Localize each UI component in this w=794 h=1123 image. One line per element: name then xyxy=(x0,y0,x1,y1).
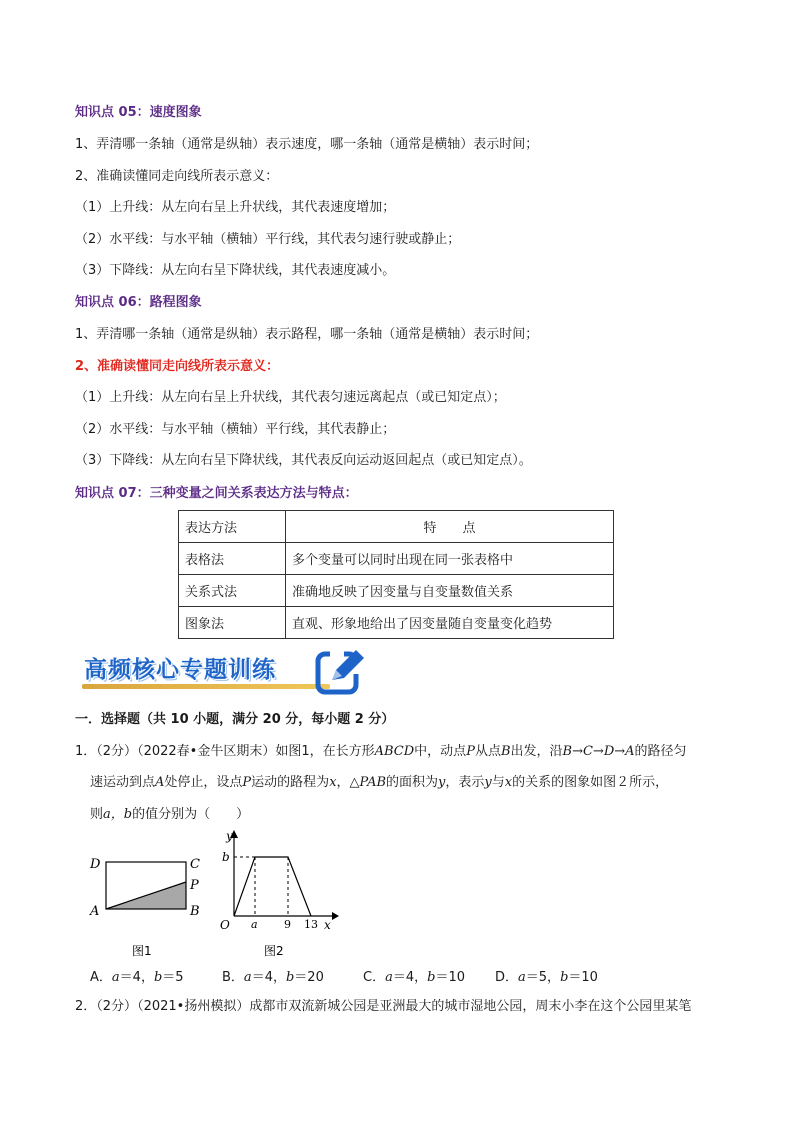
question-text: 速运动到点 xyxy=(90,775,156,790)
kp07-title: 知识点 07：三种变量之间关系表达方法与特点： xyxy=(75,486,358,501)
choice-value: ＝5 xyxy=(162,970,184,985)
math-var: P xyxy=(242,775,252,790)
tick-label-a: a xyxy=(251,918,258,931)
kp06-title: 知识点 06：路程图象 xyxy=(75,295,202,310)
choice-value: ＝5， xyxy=(525,970,561,985)
math-var: b xyxy=(285,970,295,985)
table-row xyxy=(179,543,614,575)
table-header-cell: 特 点 xyxy=(286,511,614,543)
table-header-row xyxy=(179,511,614,543)
kp05-line-3: （1）上升线：从左向右呈上升状线，其代表速度增加； xyxy=(75,200,396,215)
question-text: 的关系的图象如图２所示， xyxy=(512,775,669,790)
question-source: （2021•扬州模拟） xyxy=(137,999,250,1014)
question-number: 2． xyxy=(75,999,97,1014)
math-var: ABCD xyxy=(374,744,415,759)
table-cell: 多个变量可以同时出现在同一张表格中 xyxy=(286,543,614,575)
x-axis-arrow xyxy=(332,912,339,920)
math-var: a xyxy=(243,970,252,985)
section-banner xyxy=(82,646,364,698)
choice-b[interactable] xyxy=(222,966,324,985)
label-c: C xyxy=(190,857,200,872)
choice-label: C． xyxy=(363,970,386,985)
choice-c[interactable] xyxy=(363,966,465,985)
table-cell: 表格法 xyxy=(179,543,286,575)
question-text: 成都市双流新城公园是亚洲最大的城市湿地公园，周末小李在这个公园里某笔 xyxy=(249,999,692,1014)
choice-a[interactable] xyxy=(90,966,184,985)
question-text: 的路径匀 xyxy=(634,744,687,759)
expression-methods-table xyxy=(178,510,614,639)
math-var: b xyxy=(560,970,569,985)
question-score: （2分） xyxy=(96,999,138,1014)
tick-label-b: b xyxy=(222,850,230,864)
math-var: B→C→D→A xyxy=(562,744,635,759)
question-text: 的值分别为（ ） xyxy=(132,807,250,822)
choice-value: ＝10 xyxy=(568,970,598,985)
math-var: a xyxy=(111,970,120,985)
math-var: x xyxy=(504,775,513,790)
table-cell: 关系式法 xyxy=(179,575,286,607)
question-1-line-3 xyxy=(90,806,249,824)
origin-label: O xyxy=(220,918,230,932)
question-text: ，表示 xyxy=(445,775,485,790)
table-cell: 准确地反映了因变量与自变量数值关系 xyxy=(286,575,614,607)
axis-label-x: x xyxy=(324,918,331,932)
section-heading: 一．选择题（共 10 小题，满分 20 分，每小题 2 分） xyxy=(75,712,395,727)
label-a: A xyxy=(90,904,100,919)
kp06-line-3: （1）上升线：从左向右呈上升状线，其代表匀速远离起点（或已知定点）； xyxy=(75,390,506,405)
banner-underline xyxy=(82,684,330,689)
math-var: x xyxy=(329,775,337,790)
kp05-line-5: （3）下降线：从左向右呈下降状线，其代表速度减小。 xyxy=(75,263,396,278)
table-row xyxy=(179,575,614,607)
figure-1-caption: 图1 xyxy=(132,944,152,958)
question-number: 1． xyxy=(75,744,97,759)
kp05-line-4: （2）水平线：与水平轴（横轴）平行线，其代表匀速行驶或静止； xyxy=(75,232,461,247)
label-p: P xyxy=(190,878,199,893)
kp06-line-1: 1、弄清哪一条轴（通常是纵轴）表示路程，哪一条轴（通常是横轴）表示时间； xyxy=(75,327,539,342)
question-text: 则 xyxy=(90,807,104,822)
question-text: 处停止，设点 xyxy=(164,775,243,790)
question-text: 与 xyxy=(491,775,505,790)
kp06-line-2: 2、准确读懂同走向线所表示意义： xyxy=(75,359,280,374)
choice-label: A． xyxy=(90,970,112,985)
banner-title: 高频核心专题训练 xyxy=(84,657,276,683)
question-text: 中，动点 xyxy=(414,744,467,759)
table-header-cell: 表达方法 xyxy=(179,511,286,543)
math-var: a xyxy=(518,970,526,985)
math-var: P xyxy=(466,744,475,759)
question-text: 运动的路程为 xyxy=(251,775,330,790)
question-1-line-1 xyxy=(75,743,725,761)
question-text: 从点 xyxy=(474,744,501,759)
choice-label: B． xyxy=(222,970,244,985)
edit-icon xyxy=(314,646,366,698)
question-score: （2分） xyxy=(96,744,138,759)
choice-label: D． xyxy=(495,970,519,985)
choice-value: ＝20 xyxy=(294,970,324,985)
figure-1-rectangle xyxy=(86,852,200,962)
graph-line xyxy=(234,857,311,916)
question-2-line-1 xyxy=(75,998,691,1016)
question-text: ，△ xyxy=(336,775,360,790)
kp06-line-5: （3）下降线：从左向右呈下降状线，其代表反向运动返回起点（或已知定点）。 xyxy=(75,453,532,468)
math-var: a xyxy=(385,970,393,985)
math-var: PAB xyxy=(359,775,387,790)
choice-value: ＝4， xyxy=(392,970,428,985)
figure-2-caption: 图2 xyxy=(264,944,284,958)
kp05-line-2: 2、准确读懂同走向线所表示意义： xyxy=(75,169,279,184)
figure-2-graph xyxy=(212,826,342,962)
math-var: a，b xyxy=(103,807,133,822)
question-text: 出发，沿 xyxy=(510,744,563,759)
tick-label-9: 9 xyxy=(284,918,291,931)
question-1-line-2 xyxy=(90,774,668,792)
question-source: （2022春•金牛区期末） xyxy=(137,744,276,759)
table-row xyxy=(179,607,614,639)
math-var: B xyxy=(500,744,511,759)
label-d: D xyxy=(90,857,101,872)
label-b: B xyxy=(190,904,200,919)
choice-value: ＝4， xyxy=(251,970,286,985)
tick-label-13: 13 xyxy=(304,918,318,931)
math-var: y xyxy=(438,775,446,790)
math-var: b xyxy=(427,970,436,985)
choice-value: ＝10 xyxy=(435,970,465,985)
table-cell: 直观、形象地给出了因变量随自变量变化趋势 xyxy=(286,607,614,639)
question-text: 如图1，在长方形 xyxy=(275,744,375,759)
kp06-line-4: （2）水平线：与水平轴（横轴）平行线，其代表静止； xyxy=(75,422,396,437)
math-var: b xyxy=(153,970,163,985)
math-var: y xyxy=(484,775,492,790)
kp05-title: 知识点 05：速度图象 xyxy=(75,105,202,120)
kp05-line-1: 1、弄清哪一条轴（通常是纵轴）表示速度，哪一条轴（通常是横轴）表示时间； xyxy=(75,137,539,152)
choice-value: ＝4， xyxy=(119,970,154,985)
question-text: 的面积为 xyxy=(386,775,439,790)
axis-label-y: y xyxy=(226,829,233,843)
table-cell: 图象法 xyxy=(179,607,286,639)
math-var: A xyxy=(155,775,165,790)
choice-d[interactable] xyxy=(495,966,598,985)
